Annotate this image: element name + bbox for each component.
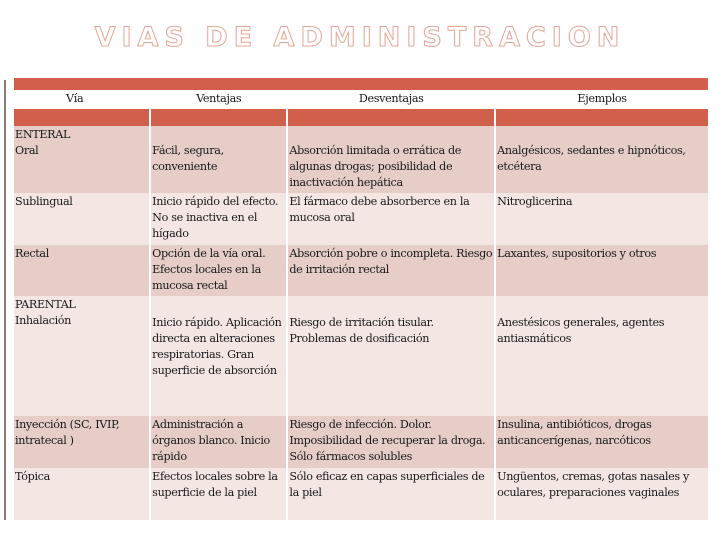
table-row	[13, 245, 709, 296]
desventajas-cell: Absorción pobre o incompleta. Riesgo de irritación rectal	[287, 245, 495, 296]
header-row	[13, 90, 709, 109]
via-label: Inhalación	[15, 314, 72, 327]
ventajas-cell: Inicio rápido del efecto. No se inactiva en el hígado	[150, 193, 287, 245]
via-label: Rectal	[13, 245, 150, 296]
header-accent-bar	[13, 109, 709, 126]
ejemplos-cell: Nitroglicerina	[495, 193, 709, 245]
ejemplos-cell: Anestésicos generales, agentes antiasmáticos	[495, 296, 709, 416]
left-divider	[4, 80, 6, 520]
via-label: Tópica	[13, 468, 150, 520]
ejemplos-cell: Ungüentos, cremas, gotas nasales y oculares, preparaciones vaginales	[495, 468, 709, 520]
routes-table	[12, 78, 710, 520]
via-label: Oral	[15, 144, 39, 157]
row-via-cell	[13, 126, 150, 193]
header-ejemplos: Ejemplos	[495, 90, 709, 109]
via-label: Sublingual	[13, 193, 150, 245]
desventajas-cell: Riesgo de irritación tisular. Problemas de dosificación	[287, 296, 495, 416]
table-row	[13, 416, 709, 468]
desventajas-cell: Sólo eficaz en capas superficiales de la piel	[287, 468, 495, 520]
desventajas-cell: El fármaco debe absorberce en la mucosa oral	[287, 193, 495, 245]
via-label: Inyección (SC, IVIP, intratecal )	[13, 416, 150, 468]
ventajas-cell: Administración a órganos blanco. Inicio rápido	[150, 416, 287, 468]
table-row	[13, 468, 709, 520]
ventajas-cell: Efectos locales sobre la superficie de la piel	[150, 468, 287, 520]
ventajas-cell: Inicio rápido. Aplicación directa en alteraciones respiratorias. Gran superficie de absorción	[150, 296, 287, 416]
page-title: VIAS DE ADMINISTRACION	[94, 22, 626, 53]
ejemplos-cell: Laxantes, supositorios y otros	[495, 245, 709, 296]
header-via: Vía	[13, 90, 150, 109]
category-label: ENTERAL	[15, 128, 71, 141]
ventajas-cell: Fácil, segura, conveniente	[150, 126, 287, 193]
table-row	[13, 126, 709, 193]
ejemplos-cell: Insulina, antibióticos, drogas anticancerígenas, narcóticos	[495, 416, 709, 468]
desventajas-cell: Riesgo de infección. Dolor. Imposibilidad de recuperar la droga. Sólo fármacos solubles	[287, 416, 495, 468]
category-label: PARENTAL	[15, 298, 76, 311]
table-row	[13, 193, 709, 245]
top-accent-bar	[13, 78, 709, 90]
header-desventajas: Desventajas	[287, 90, 495, 109]
row-via-cell	[13, 296, 150, 416]
ejemplos-cell: Analgésicos, sedantes e hipnóticos, etcétera	[495, 126, 709, 193]
table-row	[13, 296, 709, 416]
ventajas-cell: Opción de la vía oral. Efectos locales en la mucosa rectal	[150, 245, 287, 296]
desventajas-cell: Absorción limitada o errática de algunas drogas; posibilidad de inactivación hepática	[287, 126, 495, 193]
header-ventajas: Ventajas	[150, 90, 287, 109]
